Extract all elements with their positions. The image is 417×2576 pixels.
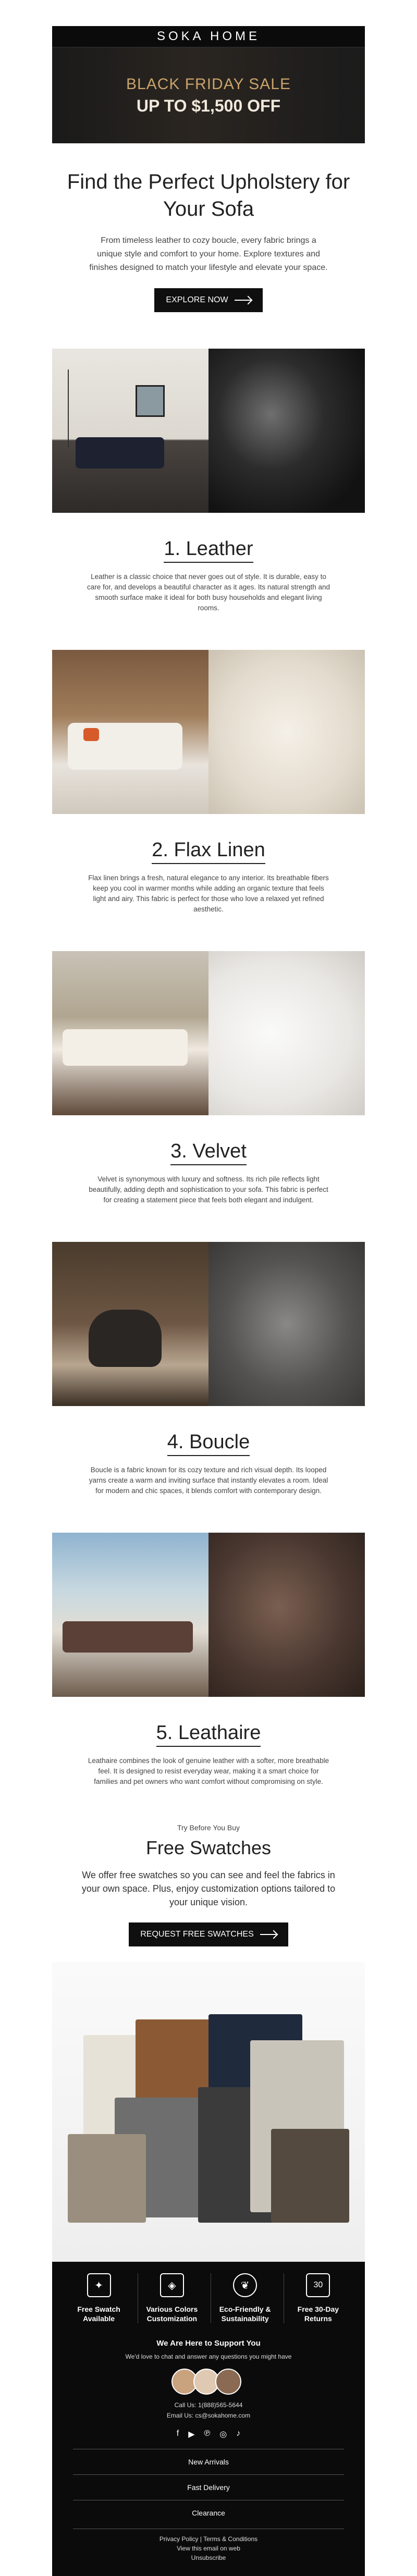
swatch-title: Free Swatches <box>145 1837 272 1858</box>
feature-item <box>65 2273 133 2323</box>
contact-info <box>52 2400 365 2421</box>
legal-links[interactable]: Privacy Policy | Terms & Conditions <box>73 2529 344 2544</box>
facebook-icon[interactable]: f <box>176 2429 179 2438</box>
fabric-title <box>52 839 365 861</box>
request-swatches-label: REQUEST FREE SWATCHES <box>140 1930 254 1939</box>
feature-item <box>138 2273 206 2323</box>
request-swatches-button[interactable] <box>129 1922 288 1946</box>
email-link[interactable]: Email Us: cs@sokahome.com <box>166 2412 251 2419</box>
swatch-section <box>52 1823 365 2262</box>
fabric-title-text: 1. Leather <box>164 538 253 563</box>
fabric-images <box>52 1242 365 1406</box>
explore-now-button[interactable] <box>154 288 262 312</box>
texture-photo[interactable] <box>208 349 365 513</box>
fabric-title-text: 4. Boucle <box>167 1431 250 1456</box>
fabric-title <box>52 1140 365 1163</box>
chair-shape <box>89 1310 162 1367</box>
support-subtitle: We'd love to chat and answer any questions you might have <box>125 2353 292 2360</box>
lamp-shape <box>68 369 69 448</box>
fabric-images <box>52 650 365 814</box>
brand-logo[interactable]: SOKA HOME <box>52 26 365 47</box>
feature-label: Free Swatch Available <box>77 2305 120 2323</box>
feature-label: Various Colors Customization <box>146 2305 198 2323</box>
sofa-shape <box>63 1029 188 1066</box>
swatch-kicker: Try Before You Buy <box>177 1823 240 1832</box>
fabric-title <box>52 1431 365 1453</box>
explore-now-label: EXPLORE NOW <box>166 295 228 304</box>
fabric-images <box>52 951 365 1115</box>
fabric-description: Leathaire combines the look of genuine leather with a softer, more breathable feel. It is designed to resist everyday wear, making it a smart choice for families and pet owners who want comfort without compromising on style. <box>88 1757 329 1785</box>
sofa-shape <box>76 437 164 469</box>
fabric-images <box>52 1533 365 1697</box>
header-banner[interactable] <box>52 26 365 143</box>
swatch-body: We offer free swatches so you can see and feel the fabrics in your own space. Plus, enjoy customization options tailored to your unique vision. <box>81 1870 336 1907</box>
call-link[interactable]: Call Us: 1(888)565-5644 <box>174 2401 243 2409</box>
promo-title: BLACK FRIDAY SALE <box>126 75 291 93</box>
room-photo[interactable] <box>52 1533 208 1697</box>
fabric-title <box>52 538 365 560</box>
footer-link-new-arrivals[interactable]: New Arrivals <box>73 2449 344 2474</box>
tiktok-icon[interactable]: ♪ <box>236 2429 241 2438</box>
fabric-section-linen <box>52 650 365 915</box>
feature-label: Free 30-Day Returns <box>297 2305 339 2323</box>
fabric-title-text: 3. Velvet <box>170 1140 247 1165</box>
instagram-icon[interactable]: ◎ <box>219 2430 227 2439</box>
email-container <box>52 26 365 2576</box>
leaf-icon: ❦ <box>233 2273 257 2297</box>
feature-item <box>211 2273 279 2323</box>
feature-label: Eco-Friendly & Sustainability <box>219 2305 271 2323</box>
fabric-title-text: 2. Flax Linen <box>152 839 265 864</box>
wall-art-shape <box>136 385 165 417</box>
fabric-section-boucle <box>52 1242 365 1496</box>
return-icon: 30 <box>306 2273 330 2297</box>
fabric-description: Velvet is synonymous with luxury and softness. Its rich pile reflects light beautifully, adding depth and sophistication to your sofa. This fabric is perfect for creating a statement piece that feels both elegant and indulgent. <box>89 1175 328 1204</box>
swatch-photo[interactable] <box>52 1962 365 2262</box>
room-photo[interactable] <box>52 1242 208 1406</box>
unsubscribe-link[interactable]: Unsubscribe <box>191 2554 226 2561</box>
fabric-description: Flax linen brings a fresh, natural elegance to any interior. Its breathable fibers keep you cool in warmer months while adding an organic texture that feels light and airy. This fabric is perfect for those who love a relaxed yet refined aesthetic. <box>88 874 329 913</box>
palette-icon: ◈ <box>160 2273 184 2297</box>
fabric-section-leathaire <box>52 1533 365 1787</box>
fabric-title <box>52 1722 365 1744</box>
arrow-right-icon <box>235 300 251 301</box>
swatch-icon: ✦ <box>87 2273 111 2297</box>
view-on-web-link[interactable]: View this email on web <box>177 2545 240 2552</box>
fabric-title-text: 5. Leathaire <box>156 1722 261 1747</box>
room-photo[interactable] <box>52 349 208 513</box>
fabric-description: Boucle is a fabric known for its cozy texture and rich visual depth. Its looped yarns create a warm and inviting surface that instantly elevates a room. Ideal for modern and chic spaces, it blends comfort with contemporary design. <box>89 1466 328 1495</box>
footer-link-fast-delivery[interactable]: Fast Delivery <box>73 2474 344 2500</box>
social-links <box>52 2429 365 2439</box>
texture-photo[interactable] <box>208 650 365 814</box>
pinterest-icon[interactable]: ℗ <box>204 2429 211 2438</box>
feature-list <box>52 2273 365 2323</box>
arrow-right-icon <box>260 1934 277 1935</box>
texture-photo[interactable] <box>208 1533 365 1697</box>
intro-title: Find the Perfect Upholstery for Your Sofa <box>67 170 350 220</box>
feature-item <box>284 2273 352 2323</box>
support-avatars <box>52 2369 365 2395</box>
support-title: We Are Here to Support You <box>156 2339 261 2348</box>
pillow-shape <box>83 728 99 741</box>
fabric-description: Leather is a classic choice that never goes out of style. It is durable, easy to care for, and develops a beautiful character as it ages. Its natural strength and smooth surface make it ideal for both busy households and elegant living rooms. <box>87 573 330 612</box>
footer-links <box>52 2449 365 2525</box>
texture-photo[interactable] <box>208 1242 365 1406</box>
promo-banner[interactable] <box>52 47 365 143</box>
promo-discount: UP TO $1,500 OFF <box>136 96 281 115</box>
room-photo[interactable] <box>52 951 208 1115</box>
footer-link-clearance[interactable]: Clearance <box>73 2500 344 2525</box>
avatar <box>215 2369 241 2395</box>
swatch-shape <box>68 2134 146 2223</box>
intro-section <box>52 143 365 312</box>
sofa-shape <box>63 1621 193 1653</box>
fabric-images <box>52 349 365 513</box>
intro-body: From timeless leather to cozy boucle, every fabric brings a unique style and comfort to your home. Explore textures and finishes designed to match your lifestyle and elevate your space. <box>89 236 328 272</box>
footer <box>52 2262 365 2576</box>
fabric-section-velvet <box>52 951 365 1205</box>
legal-block <box>52 2529 365 2562</box>
fabric-section-leather <box>52 349 365 613</box>
room-photo[interactable] <box>52 650 208 814</box>
swatch-shape <box>271 2129 349 2223</box>
texture-photo[interactable] <box>208 951 365 1115</box>
youtube-icon[interactable]: ▶ <box>188 2430 195 2439</box>
